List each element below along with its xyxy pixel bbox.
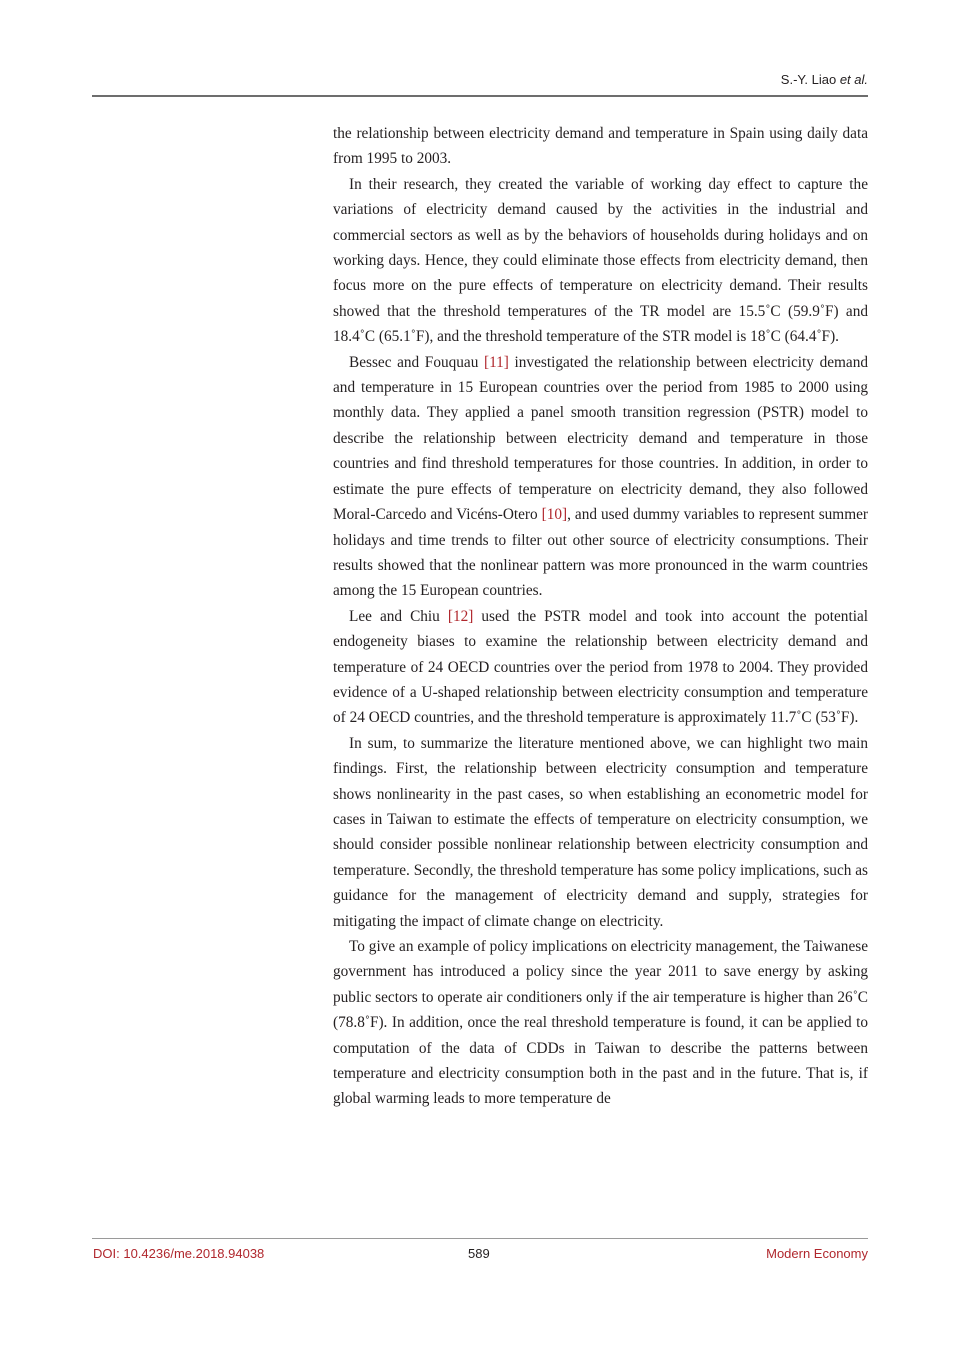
running-header bbox=[781, 72, 868, 87]
citation-link-12[interactable]: [12] bbox=[447, 607, 474, 625]
paragraph-4 bbox=[333, 604, 868, 731]
footer-rule bbox=[92, 1238, 868, 1239]
paragraph-3 bbox=[333, 350, 868, 604]
header-rule bbox=[92, 95, 868, 97]
paragraph-3-text-c: , and used dummy variables to represent summer holidays and time trends to filter out other source of electricity consumptions. Their results showed that the nonlinear pattern was more pronounced in the warm countries among the 15 European countries. bbox=[333, 506, 868, 600]
footer-doi-link[interactable]: DOI: 10.4236/me.2018.94038 bbox=[93, 1246, 265, 1261]
footer-page-number: 589 bbox=[468, 1246, 490, 1261]
paragraph-5: In sum, to summarize the literature mentioned above, we can highlight two main findings. First, the relationship between electricity consumption and temperature shows nonlinearity in the past cases, so when establishing an econometric model for cases in Taiwan to estimate the effects of temperature on electricity consumption, we should consider possible nonlinear relationship between electricity consumption and temperature. Secondly, the threshold temperature has some policy implications, such as guidance for the management of electricity demand and supply, strategies for mitigating the impact of climate change on electricity. bbox=[333, 734, 868, 930]
paragraph-1: the relationship between electricity demand and temperature in Spain using daily data from 1995 to 2003. bbox=[333, 125, 868, 168]
paragraph-4-text-b: used the PSTR model and took into account the potential endogeneity biases to examine the relationship between electricity demand and temperature of 24 OECD countries over the period from 1978 to 2004. They provided evidence of a U-shaped relationship between electricity consumption and temperature of 24 OECD countries, and the threshold temperature is approximately 11.7˚C (53˚F). bbox=[333, 607, 868, 727]
citation-link-11[interactable]: [11] bbox=[483, 353, 509, 371]
footer-journal-link[interactable]: Modern Economy bbox=[766, 1246, 868, 1261]
paragraph-2: In their research, they created the variable of working day effect to capture the variations of electricity demand caused by the activities in the industrial and commercial sectors as well as by the behaviors of households during holidays and on working days. Hence, they could eliminate those effects from electricity demand, then focus more on the pure effects of temperature on electricity demand. Their results showed that the threshold temperatures of the TR model are 15.5˚C (59.9˚F) and 18.4˚C (65.1˚F), and the threshold temperature of the STR model is 18˚C (64.4˚F). bbox=[333, 175, 868, 346]
paragraph-6: To give an example of policy implications on electricity management, the Taiwanese government has introduced a policy since the year 2011 to save energy by asking public sectors to operate air conditioners only if the air temperature is higher than 26˚C (78.8˚F). In addition, once the real threshold temperature is found, it can be applied to computation of the data of CDDs in Taiwan to describe the patterns between temperature and electricity consumption both in the past and in the future. That is, if global warming leads to more temperature de bbox=[333, 938, 868, 1108]
paragraph-4-text-a: Lee and Chiu bbox=[349, 607, 448, 625]
article-body bbox=[333, 121, 868, 1112]
citation-link-10[interactable]: [10] bbox=[541, 506, 568, 524]
header-etal: et al. bbox=[839, 72, 868, 87]
header-authors: S.-Y. Liao bbox=[780, 72, 840, 87]
paragraph-3-text-b: investigated the relationship between electricity demand and temperature in 15 European countries over the period from 1985 to 2000 using monthly data. They applied a panel smooth transition regression (PSTR) model to describe the relationship between electricity demand and temperature in those countries and find threshold temperatures for those countries. In addition, in order to estimate the pure effects of temperature on electricity demand, they also followed Moral-Carcedo and Vicéns-Otero bbox=[333, 353, 869, 524]
paragraph-3-text-a: Bessec and Fouquau bbox=[349, 353, 484, 371]
